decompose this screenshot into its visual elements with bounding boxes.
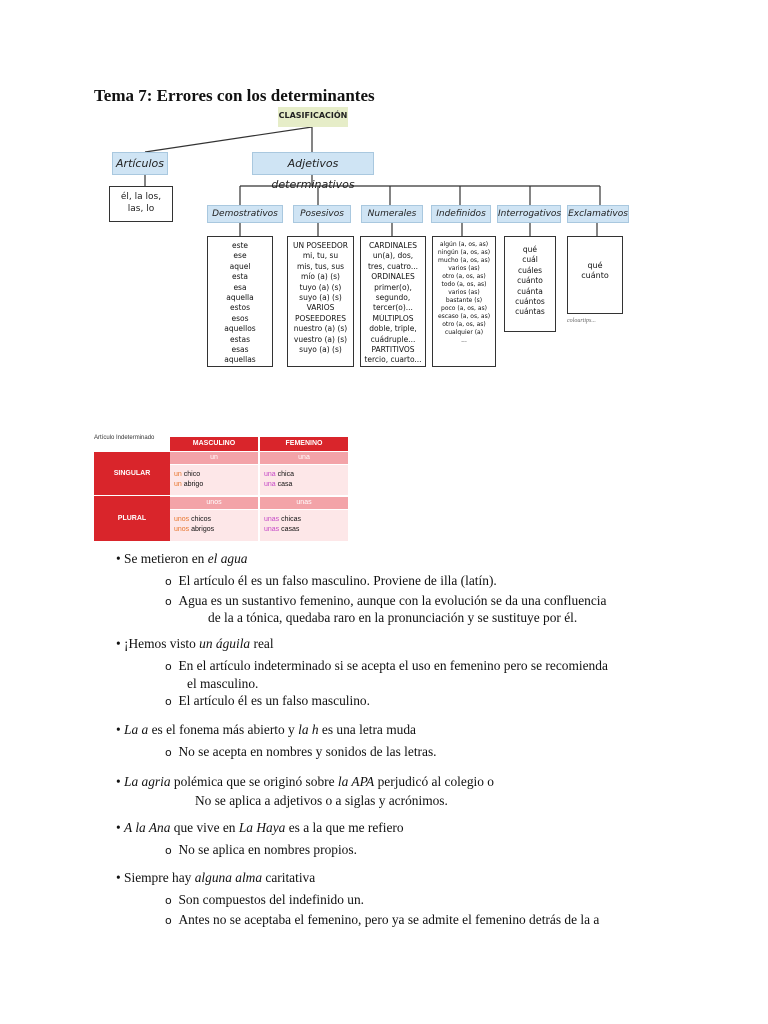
bullet-3-sub-1: o No se acepta en nombres y sonidos de las letras. — [165, 744, 437, 759]
art: unas — [264, 526, 280, 533]
interrogativos-item: cuántos — [515, 297, 545, 307]
bullet-2: • ¡Hemos visto un águila real — [116, 636, 274, 651]
art: una — [264, 471, 276, 478]
indefinidos-item: varios (as) — [448, 265, 480, 272]
bullet-6-sub-2: o Antes no se aceptaba el femenino, pero ya se admite el femenino detrás de la a — [165, 912, 600, 927]
adjetivos-box: Adjetivos determinativos — [252, 152, 374, 175]
art: un — [174, 471, 182, 478]
indefinidos-item: varios (as) — [448, 289, 480, 296]
cell-plural-masc — [170, 510, 258, 541]
indefinidos-item: ... — [461, 337, 467, 344]
art: unos — [174, 516, 190, 523]
posesivos-item: mis, tus, sus — [296, 261, 344, 271]
bullet-5: • A la Ana que vive en La Haya es a la que me refiero — [116, 820, 404, 835]
interrogativos-list — [504, 236, 556, 332]
demostrativos-item: estas — [230, 334, 250, 344]
numerales-item: un(a), dos, — [372, 251, 414, 261]
art: unos — [174, 526, 190, 533]
row-singular: SINGULAR — [94, 452, 170, 495]
numerales-item: doble, triple, — [369, 324, 417, 334]
noun: chico — [183, 471, 201, 478]
articulo-indeterminado-table — [94, 435, 348, 541]
bullet-1: • Se metieron en el agua — [116, 551, 248, 566]
cell-plural-fem — [260, 510, 348, 541]
cell-singular-fem — [260, 465, 348, 495]
band-unas: unas — [260, 497, 348, 509]
indefinidos-list — [432, 236, 496, 367]
indefinidos-item: otro (a, os, as) — [442, 321, 486, 328]
indefinidos-item: cualquier (a) — [444, 329, 484, 336]
interrogativos-label: Interrogativos — [497, 205, 561, 223]
numerales-item: tercio, cuarto... — [364, 355, 422, 365]
art: un — [174, 481, 182, 488]
indefinidos-item: bastante (s) — [445, 297, 483, 304]
cell-singular-masc — [170, 465, 258, 495]
indefinidos-item: otro (a, os, as) — [442, 273, 486, 280]
interrogativos-item: cuál — [522, 255, 538, 265]
art: una — [264, 481, 276, 488]
posesivos-item: suyo (a) (s) — [299, 345, 342, 355]
page-title: Tema 7: Errores con los determinantes — [94, 86, 375, 105]
bullet-1-sub-1: o El artículo él es un falso masculino. Proviene de illa (latín). — [165, 573, 497, 588]
noun: casas — [281, 526, 300, 533]
numerales-item: MÚLTIPLOS — [372, 313, 414, 323]
noun: chica — [277, 471, 294, 478]
bullet-4: • La agria polémica que se originó sobre la APA perjudicó al colegio o — [116, 774, 494, 789]
demostrativos-item: aquellas — [224, 355, 256, 365]
posesivos-label: Posesivos — [293, 205, 351, 223]
noun: abrigos — [191, 526, 215, 533]
band-unos: unos — [170, 497, 258, 509]
bullet-2-sub-2: o El artículo él es un falso masculino. — [165, 693, 370, 708]
numerales-item: ORDINALES — [371, 272, 415, 282]
posesivos-item: vuestro (a) (s) — [293, 334, 348, 344]
numerales-label: Numerales — [361, 205, 423, 223]
demostrativos-item: esa — [233, 282, 247, 292]
indefinidos-item: todo (a, os, as) — [441, 281, 487, 288]
posesivos-item: POSEEDORES — [294, 313, 347, 323]
interrogativos-item: qué — [522, 245, 538, 254]
demostrativos-item: aquel — [229, 261, 251, 271]
numerales-item: CARDINALES — [369, 241, 417, 250]
interrogativos-item: cuáles — [517, 265, 543, 275]
exclamativos-note: colourtips... — [567, 318, 596, 324]
articulos-items: él, la los, las, lo — [109, 186, 173, 222]
demostrativos-item: aquella — [226, 293, 254, 303]
posesivos-item: mío (a) (s) — [301, 272, 340, 282]
demostrativos-item: esos — [231, 313, 249, 323]
indefinidos-item: poco (a, os, as) — [441, 305, 487, 312]
posesivos-item: tuyo (a) (s) — [299, 282, 342, 292]
demostrativos-item: estos — [230, 303, 250, 313]
bullet-1-sub-2-cont: de la a tónica, quedaba raro en la pronunciación y se sustituye por él. — [208, 610, 578, 625]
demostrativos-item: esas — [231, 345, 249, 355]
demostrativos-list — [207, 236, 273, 367]
indefinidos-label: Indefinidos — [431, 205, 491, 223]
demostrativos-item: esta — [231, 272, 249, 282]
exclamativos-list — [567, 236, 623, 314]
numerales-item: segundo, — [375, 293, 411, 303]
interrogativos-item: cuánta — [517, 286, 543, 296]
table-corner: Artículo Indeterminado — [94, 435, 155, 441]
noun: abrigo — [183, 481, 204, 488]
exclamativos-item: qué — [587, 261, 603, 270]
noun: casa — [277, 481, 293, 488]
bullet-6-sub-1: o Son compuestos del indefinido un. — [165, 892, 365, 907]
row-plural: PLURAL — [94, 496, 170, 541]
bullet-3: • La a es el fonema más abierto y la h es una letra muda — [116, 722, 416, 737]
bullet-2-sub-1: o En el artículo indeterminado si se acepta el uso en femenino pero se recomienda — [165, 658, 608, 673]
indefinidos-item: algún (a, os, as) — [439, 241, 489, 248]
numerales-item: PARTITIVOS — [371, 345, 415, 355]
noun: chicas — [281, 516, 301, 523]
numerales-list — [360, 236, 426, 367]
demostrativos-label: Demostrativos — [207, 205, 283, 223]
posesivos-item: mi, tu, su — [302, 251, 339, 261]
band-un: un — [170, 452, 258, 464]
demostrativos-item: este — [231, 241, 249, 250]
posesivos-item: VARIOS — [306, 303, 335, 313]
numerales-item: cuádruple... — [370, 334, 416, 344]
exclamativos-label: Exclamativos — [567, 205, 629, 223]
bullet-5-sub-1: o No se aplica en nombres propios. — [165, 842, 357, 857]
diagram-root: CLASIFICACIÓN — [278, 107, 348, 127]
header-masculino: MASCULINO — [170, 437, 258, 451]
numerales-item: tres, cuatro... — [367, 261, 419, 271]
posesivos-item: suyo (a) (s) — [299, 293, 342, 303]
posesivos-list — [287, 236, 354, 367]
numerales-item: primer(o), — [374, 282, 412, 292]
bullet-4-sub-1: No se aplica a adjetivos o a siglas y acrónimos. — [195, 793, 448, 808]
articulos-box: Artículos — [112, 152, 168, 175]
numerales-item: tercer(o)... — [373, 303, 413, 313]
art: unas — [264, 516, 280, 523]
demostrativos-item: aquellos — [224, 324, 256, 334]
noun: chicos — [191, 516, 211, 523]
interrogativos-item: cuánto — [517, 276, 543, 286]
interrogativos-item: cuántas — [515, 307, 545, 317]
bullet-6: • Siempre hay alguna alma caritativa — [116, 870, 316, 885]
band-una: una — [260, 452, 348, 464]
indefinidos-item: mucho (a, os, as) — [438, 257, 490, 264]
indefinidos-item: escaso (a, os, as) — [437, 313, 491, 320]
posesivos-item: UN POSEEDOR — [292, 241, 349, 250]
exclamativos-item: cuánto — [581, 271, 609, 281]
posesivos-item: nuestro (a) (s) — [293, 324, 348, 334]
bullet-1-sub-2: o Agua es un sustantivo femenino, aunque con la evolución se da una confluencia — [165, 593, 607, 608]
header-femenino: FEMENINO — [260, 437, 348, 451]
demostrativos-item: ese — [233, 251, 247, 261]
indefinidos-item: ningún (a, os, as) — [437, 249, 491, 256]
bullet-2-sub-1-cont: el masculino. — [187, 676, 259, 691]
